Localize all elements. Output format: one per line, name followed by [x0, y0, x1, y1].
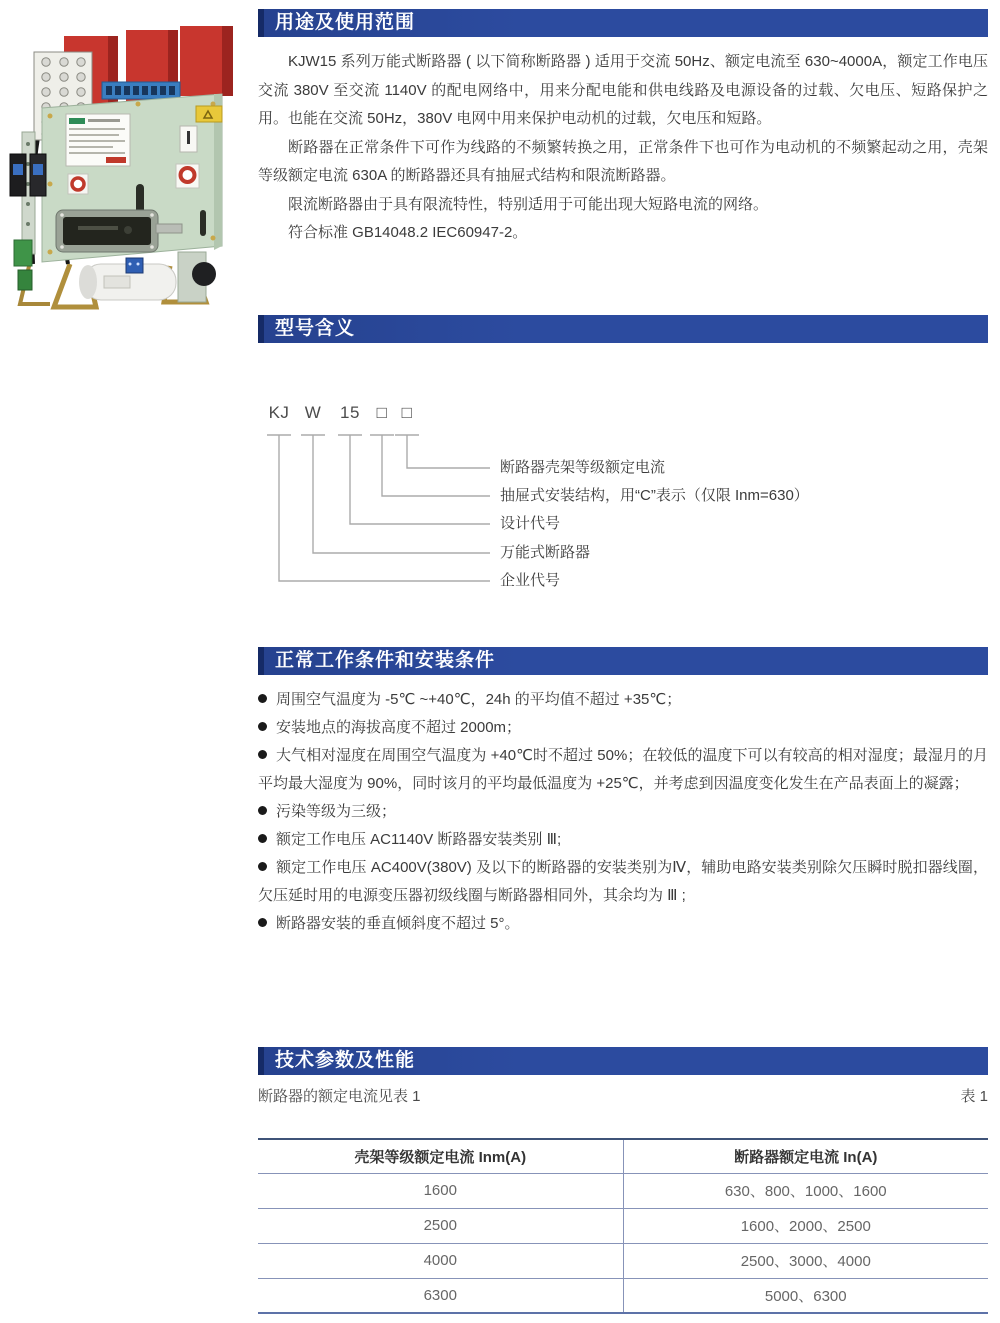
bullet-icon — [258, 694, 267, 703]
table-header-breaker-current: 断路器额定电流 In(A) — [623, 1139, 988, 1173]
table-cell: 5000、6300 — [764, 1287, 847, 1305]
condition-text: 安装地点的海拔高度不超过 2000m； — [276, 719, 522, 736]
bullet-icon — [258, 834, 267, 843]
condition-item — [258, 910, 988, 938]
model-code-diagram — [258, 343, 988, 593]
condition-text: 周围空气温度为 -5℃ ~+40℃，24h 的平均值不超过 +35℃； — [276, 691, 682, 708]
section-header-usage: 用途及使用范围 — [258, 9, 988, 37]
usage-paragraphs — [258, 48, 988, 248]
condition-text: 额定工作电压 AC1140V 断路器安装类别 Ⅲ; — [276, 831, 562, 848]
condition-item — [258, 686, 988, 714]
reset-button-left — [68, 174, 88, 194]
section-model — [258, 315, 988, 593]
table-cell: 2500 — [258, 1208, 623, 1243]
table-row — [258, 1243, 988, 1278]
blue-terminal-strip — [102, 82, 180, 99]
conditions-bullet-list — [258, 686, 988, 938]
table-row — [258, 1278, 988, 1313]
bullet-icon — [258, 806, 267, 815]
bullet-icon — [258, 862, 267, 871]
table-row — [258, 1208, 988, 1243]
bullet-icon — [258, 918, 267, 927]
usage-paragraph: 断路器在正常条件下可作为线路的不频繁转换之用，正常条件下也可作为电动机的不频繁起动之用，壳架等级额定电流 630A 的断路器还具有抽屉式结构和限流断路器。 — [258, 138, 988, 184]
model-label-enterprise-code: 企业代号 — [500, 572, 561, 589]
table-cell: 6300 — [258, 1278, 623, 1313]
condition-text: 断路器安装的垂直倾斜度不超过 5°。 — [276, 915, 520, 932]
condition-text: 污染等级为三级； — [276, 803, 397, 820]
bullet-icon — [258, 722, 267, 731]
condition-item — [258, 798, 988, 826]
model-label-drawer-type: 抽屉式安装结构，用“C”表示（仅限 Inm=630） — [500, 487, 809, 504]
table-cell: 630、800、1000、1600 — [623, 1173, 988, 1208]
usage-paragraph: 限流断路器由于具有限流特性，特别适用于可能出现大短路电流的网络。 — [288, 195, 769, 213]
warning-label — [196, 106, 222, 122]
usage-paragraph: KJW15 系列万能式断路器 ( 以下简称断路器 ) 适用于交流 50Hz、额定电流至 630~4000A，额定工作电压交流 380V 至交流 1140V 的配电网络中，用来分配电能和供电线路及电源设备的过载、欠电压、短路保护之用。也能在交流 50Hz，380V 电网中用来保护电动机的过载，欠电压和短路。 — [258, 53, 988, 127]
model-code-part-kj: KJ — [268, 403, 290, 422]
table-cell: 1600 — [258, 1173, 623, 1208]
model-code-box: □ — [376, 403, 388, 422]
table-row — [258, 1173, 988, 1208]
specs-caption-row — [258, 1086, 988, 1108]
model-code-box: □ — [401, 403, 413, 422]
model-label-universal-type: 万能式断路器 — [500, 544, 591, 561]
breaker-photo-illustration — [8, 14, 248, 316]
table-label: 表 1 — [960, 1088, 988, 1105]
condition-item — [258, 826, 988, 854]
specs-caption: 断路器的额定电流见表 1 — [258, 1088, 421, 1105]
condition-item — [258, 714, 988, 742]
table-header-row — [258, 1139, 988, 1173]
model-code-part-w: W — [304, 403, 322, 422]
rated-current-table — [258, 1138, 988, 1314]
spec-label — [66, 114, 130, 166]
switch-plate — [180, 126, 197, 152]
model-code-part-15: 15 — [340, 403, 360, 422]
condition-item — [258, 742, 988, 798]
table-cell: 2500、3000、4000 — [623, 1243, 988, 1278]
condition-text: 额定工作电压 AC400V(380V) 及以下的断路器的安装类别为Ⅳ，辅助电路安装类别除欠压瞬时脱扣器线圈，欠压延时用的电源变压器初级线圈与断路器相同外，其余均为 Ⅲ ; — [258, 859, 988, 904]
trip-button-right — [176, 164, 199, 188]
model-label-frame-current: 断路器壳架等级额定电流 — [500, 459, 666, 476]
product-photo — [8, 14, 248, 316]
condition-item — [258, 854, 988, 910]
model-label-design-code: 设计代号 — [500, 515, 561, 532]
cylinder-connector — [126, 258, 143, 273]
bullet-icon — [258, 750, 267, 759]
left-side-components — [10, 132, 46, 290]
table-header-frame-current: 壳架等级额定电流 Inm(A) — [258, 1139, 623, 1173]
table-cell: 4000 — [258, 1243, 623, 1278]
section-header-conditions: 正常工作条件和安装条件 — [258, 647, 988, 675]
condition-text: 大气相对湿度在周围空气温度为 +40℃时不超过 50%；在较低的温度下可以有较高的相对湿度；最湿月的月平均最大湿度为 90%，同时该月的平均最低温度为 +25℃，并考虑到因温度变化发生在产品表面上的凝露； — [258, 747, 988, 792]
section-usage — [258, 9, 988, 248]
table-cell: 1600、2000、2500 — [623, 1208, 988, 1243]
section-conditions — [258, 647, 988, 938]
usage-paragraph: 符合标准 GB14048.2 IEC60947-2。 — [288, 224, 528, 241]
section-header-model: 型号含义 — [258, 315, 988, 343]
section-specs — [258, 1047, 988, 1314]
motor-blob — [192, 262, 216, 286]
section-header-specs: 技术参数及性能 — [258, 1047, 988, 1075]
